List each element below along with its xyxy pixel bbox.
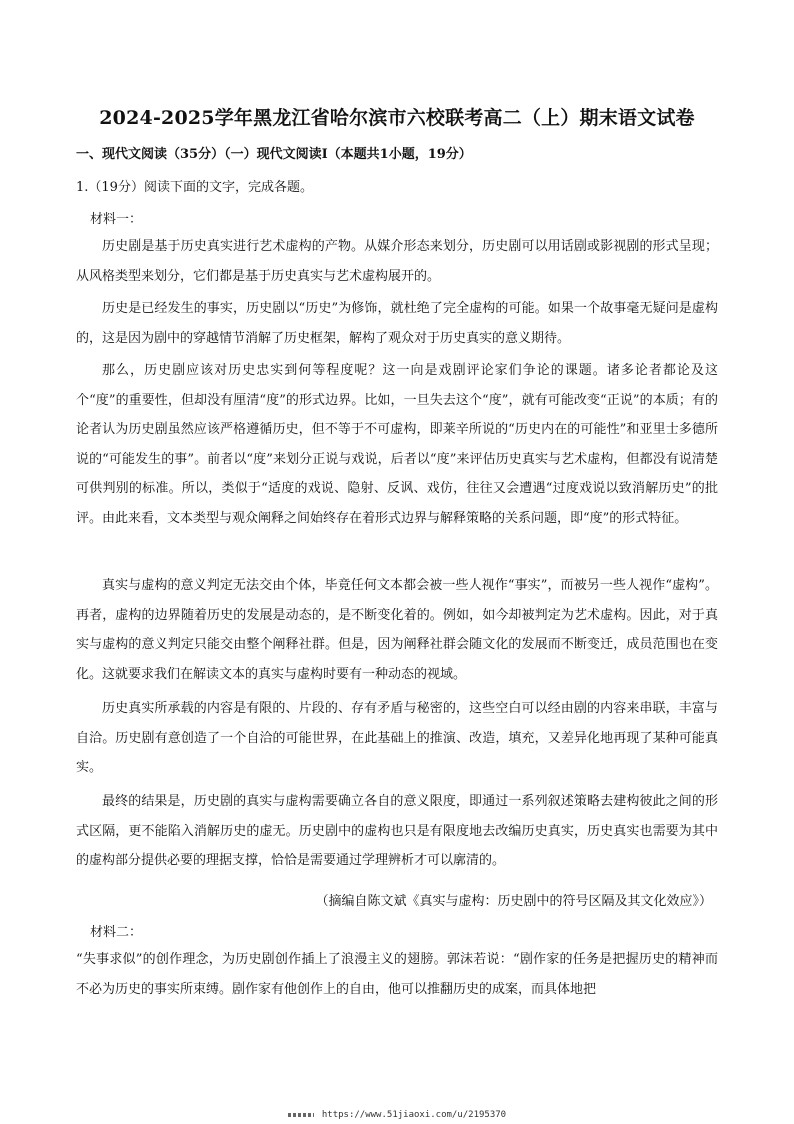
material-one-label: 材料一： <box>90 212 143 227</box>
question-prompt: 1.（19分）阅读下面的文字，完成各题。 <box>76 180 313 195</box>
material-one-paragraph: 那么，历史剧应该对历史忠实到何等程度呢？这一向是戏剧评论家们争论的课题。诸多论者都论及这个“度”的重要性，但却没有厘清“度”的形式边界。比如，一旦失去这个“度”，就有可能改变“正说”的本质；有的论者认为历史剧虽然应该严格遵循历史，但不等于不可虚构，即莱辛所说的“历史内在的可能性”和亚里士多德所说的“可能发生的事”。前者以“度”来划分正说与戏说，后者以“度”来评估历史真实与艺术虚构，但都没有说清楚可供判别的标准。所以，类似于“适度的戏说、隐射、反讽、戏仿，往往又会遭遇“过度戏说以致消解历史”的批评。由此来看，文本类型与观众阐释之间始终存在着形式边界与解释策略的关系问题，即“度”的形式特征。 <box>76 363 718 526</box>
section-heading: 一、现代文阅读（35分）（一）现代文阅读Ⅰ（本题共1小题，19分） <box>76 147 472 162</box>
page-title: 2024-2025学年黑龙江省哈尔滨市六校联考高二（上）期末语文试卷 <box>99 107 695 129</box>
material-two-label: 材料二： <box>90 925 143 940</box>
material-one-paragraph: 历史真实所承载的内容是有限的、片段的、存有矛盾与秘密的，这些空白可以经由剧的内容来串联，丰富与自洽。历史剧有意创造了一个自洽的可能世界，在此基础上的推演、改造，填充，又差异化地再现了某种可能真实。 <box>76 701 718 775</box>
material-one-paragraph: 历史是已经发生的事实，历史剧以“历史”为修饰，就杜绝了完全虚构的可能。如果一个故事毫无疑问是虚构的，这是因为剧中的穿越情节消解了历史框架，解构了观众对于历史真实的意义期待。 <box>76 301 718 346</box>
material-one-paragraph: 最终的结果是，历史剧的真实与虚构需要确立各自的意义限度，即通过一系列叙述策略去建构彼此之间的形式区隔，更不能陷入消解历史的虚无。历史剧中的虚构也只是有限度地去改编历史真实，历史真实也需要为其中的虚构部分提供必要的理据支撑，恰恰是需要通过学理辨析才可以廓清的。 <box>76 794 718 868</box>
material-two-paragraph: “失事求似”的创作理念，为历史剧创作插上了浪漫主义的翅膀。郭沫若说：“剧作家的任务是把握历史的精神而不必为历史的事实所束缚。剧作家有他创作上的自由，他可以推翻历史的成案，而具体地把 <box>76 952 718 997</box>
material-one-paragraph: 真实与虚构的意义判定无法交由个体，毕竟任何文本都会被一些人视作“事实”，而被另一些人视作“虚构”。再者，虚构的边界随着历史的发展是动态的，是不断变化着的。例如，如今却被判定为艺术虚构。因此，对于真实与虚构的意义判定只能交由整个阐释社群。但是，因为阐释社群会随文化的发展而不断变迁，成员范围也在变化。这就要求我们在解读文本的真实与虚构时要有一种动态的视域。 <box>76 578 718 682</box>
source-attribution: （摘编自陈文斌《真实与虚构：历史剧中的符号区隔及其文化效应》） <box>315 894 712 909</box>
page-footer <box>0 1110 794 1120</box>
material-one-paragraph: 历史剧是基于历史真实进行艺术虚构的产物。从媒介形态来划分，历史剧可以用话剧或影视剧的形式呈现；从风格类型来划分，它们都是基于历史真实与艺术虚构展开的。 <box>76 239 718 284</box>
footer-logo-icon <box>288 1113 314 1117</box>
footer-url[interactable]: https://www.51jiaoxi.com/u/2195370 <box>321 1110 507 1120</box>
